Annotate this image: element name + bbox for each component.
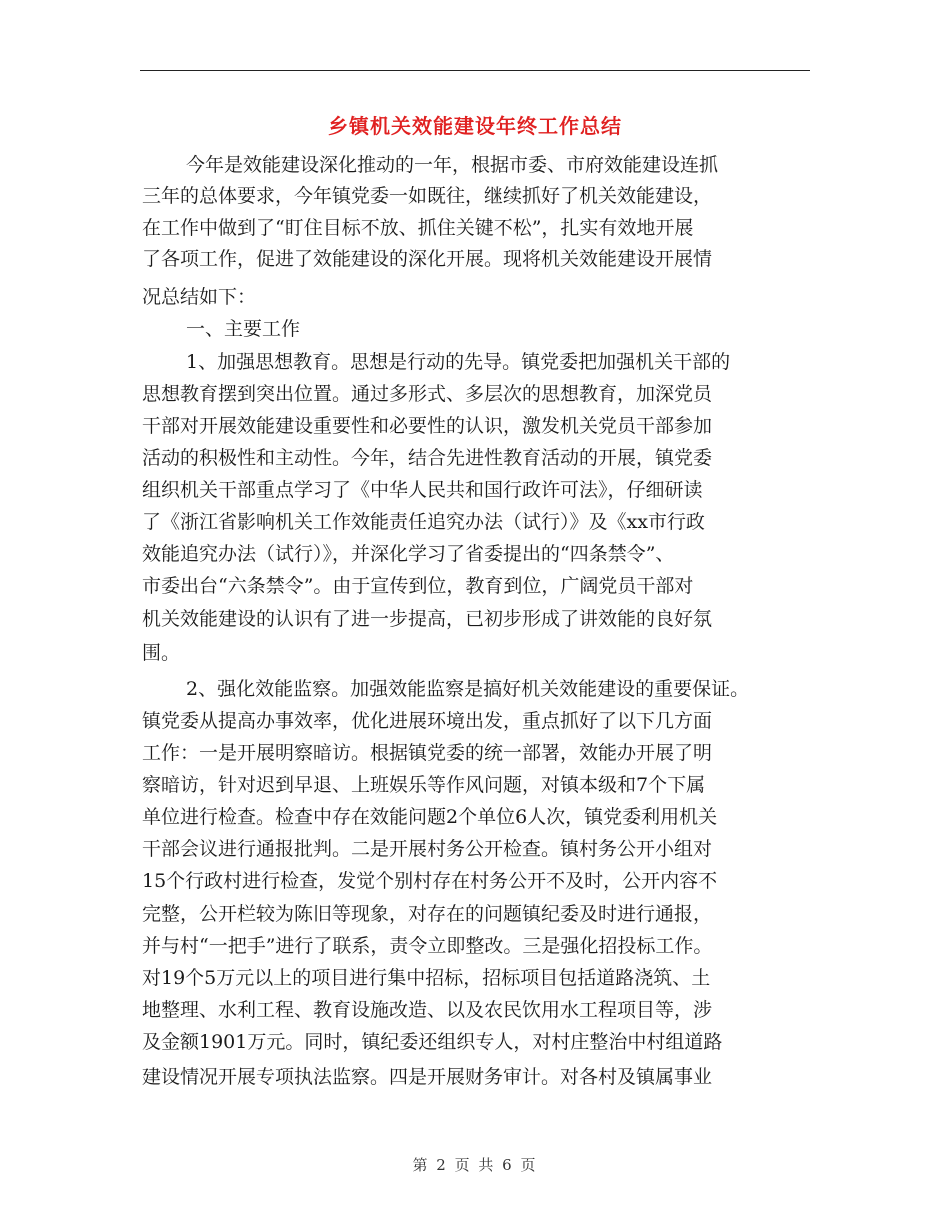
body-line: 完整，公开栏较为陈旧等现象，对存在的问题镇纪委及时进行通报， xyxy=(142,903,713,925)
body-line: 地整理、水利工程、教育设施改造、以及农民饮用水工程项目等，涉 xyxy=(142,999,713,1021)
body-line: 况总结如下： xyxy=(142,286,257,308)
body-line: 了《浙江省影响机关工作效能责任追究办法（试行）》及《xx市行政 xyxy=(142,511,705,533)
body-line: 干部对开展效能建设重要性和必要性的认识，激发机关党员干部参加 xyxy=(142,415,713,437)
body-line: 2、强化效能监察。加强效能监察是搞好机关效能建设的重要保证。 xyxy=(186,678,750,700)
body-line: 组织机关干部重点学习了《中华人民共和国行政许可法》，仔细研读 xyxy=(142,479,703,501)
body-line: 建设情况开展专项执法监察。四是开展财务审计。对各村及镇属事业 xyxy=(142,1066,713,1088)
body-line: 镇党委从提高办事效率，优化进展环境出发，重点抓好了以下几方面 xyxy=(142,710,713,732)
body-line: 思想教育摆到突出位置。通过多形式、多层次的思想教育，加深党员 xyxy=(142,383,713,405)
body-line: 察暗访，针对迟到早退、上班娱乐等作风问题，对镇本级和7个下属 xyxy=(142,774,706,796)
body-line: 活动的积极性和主动性。今年，结合先进性教育活动的开展，镇党委 xyxy=(142,447,713,469)
body-line: 对19个5万元以上的项目进行集中招标，招标项目包括道路浇筑、土 xyxy=(142,967,711,989)
body-line: 在工作中做到了“盯住目标不放、抓住关键不松”，扎实有效地开展 xyxy=(142,217,694,239)
body-line: 15个行政村进行检查，发觉个别村存在村务公开不及时，公开内容不 xyxy=(142,870,718,892)
body-line: 了各项工作，促进了效能建设的深化开展。现将机关效能建设开展情 xyxy=(142,248,713,270)
body-line: 单位进行检查。检查中存在效能问题2个单位6人次，镇党委利用机关 xyxy=(142,806,718,828)
body-line: 工作：一是开展明察暗访。根据镇党委的统一部署，效能办开展了明 xyxy=(142,742,713,764)
body-line: 今年是效能建设深化推动的一年，根据市委、市府效能建设连抓 xyxy=(186,154,719,176)
section-heading: 一、主要工作 xyxy=(186,318,301,340)
document-title: 乡镇机关效能建设年终工作总结 xyxy=(328,114,622,138)
body-line: 1、加强思想教育。思想是行动的先导。镇党委把加强机关干部的 xyxy=(186,351,731,373)
body-line: 效能追究办法（试行）》，并深化学习了省委提出的“四条禁令”、 xyxy=(142,543,675,565)
body-line: 三年的总体要求，今年镇党委一如既往，继续抓好了机关效能建设， xyxy=(142,185,713,207)
body-line: 围。 xyxy=(142,642,181,664)
body-line: 市委出台“六条禁令”。由于宣传到位，教育到位，广阔党员干部对 xyxy=(142,575,694,597)
body-line: 机关效能建设的认识有了进一步提高，已初步形成了讲效能的良好氛 xyxy=(142,608,713,630)
page-number: 第 2 页 共 6 页 xyxy=(412,1156,538,1174)
body-line: 及金额1901万元。同时，镇纪委还组织专人，对村庄整治中村组道路 xyxy=(142,1031,723,1053)
body-line: 并与村“一把手”进行了联系，责令立即整改。三是强化招投标工作。 xyxy=(142,935,713,957)
body-line: 干部会议进行通报批判。二是开展村务公开检查。镇村务公开小组对 xyxy=(142,838,713,860)
header-rule xyxy=(140,70,810,71)
